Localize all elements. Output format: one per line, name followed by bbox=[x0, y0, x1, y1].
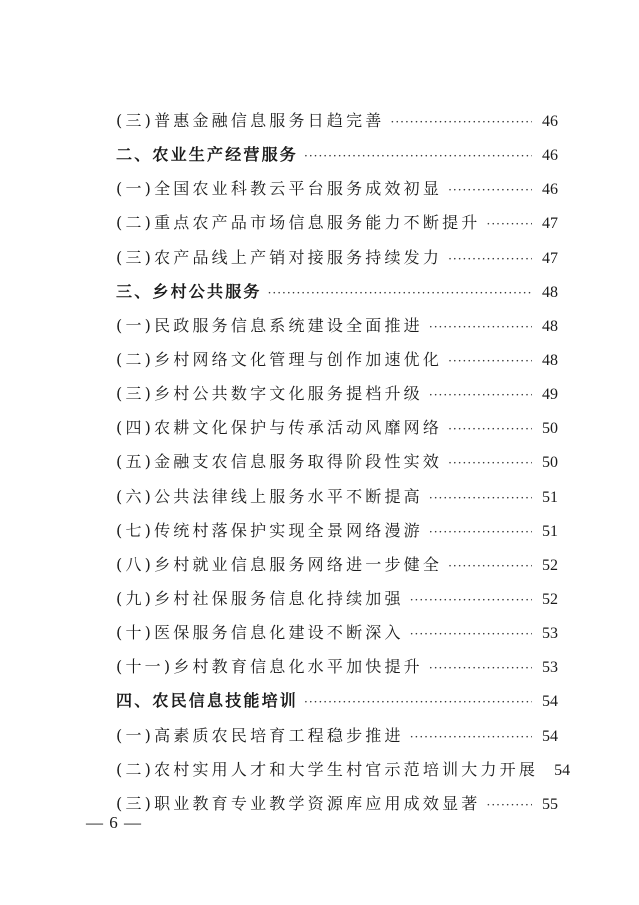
toc-entry-page: 47 bbox=[542, 215, 558, 233]
dot-leader bbox=[487, 788, 533, 822]
dot-leader bbox=[304, 685, 532, 719]
toc-entry-page: 48 bbox=[542, 351, 558, 369]
toc-entry[interactable] bbox=[116, 787, 558, 821]
toc-entry-title: (六)公共法律线上服务水平不断提高 bbox=[116, 486, 423, 506]
toc-entry-title: (二)农村实用人才和大学生村官示范培训大力开展 bbox=[116, 759, 539, 779]
toc-entry-page: 48 bbox=[542, 317, 558, 335]
toc-entry-title: (十)医保服务信息化建设不断深入 bbox=[116, 623, 404, 643]
toc-entry-page: 54 bbox=[554, 761, 571, 779]
toc-entry-title: (一)全国农业科教云平台服务成效初显 bbox=[116, 179, 443, 199]
toc-entry-title: (三)职业教育专业教学资源库应用成效显著 bbox=[116, 793, 481, 813]
toc-entry[interactable] bbox=[116, 445, 558, 479]
dot-leader bbox=[448, 412, 532, 446]
toc-section-heading[interactable] bbox=[116, 684, 558, 718]
toc-entry-page: 51 bbox=[542, 522, 558, 540]
toc-entry-page: 50 bbox=[542, 420, 558, 438]
dot-leader bbox=[410, 617, 532, 651]
toc-entry-page: 46 bbox=[542, 113, 558, 130]
toc-entry-page: 54 bbox=[542, 693, 558, 711]
dot-leader bbox=[429, 310, 532, 344]
toc-entry-page: 47 bbox=[542, 249, 558, 267]
toc-entry-title: (三)乡村公共数字文化服务提档升级 bbox=[116, 384, 423, 404]
toc-entry-title: (七)传统村落保护实现全景网络漫游 bbox=[116, 520, 423, 540]
dot-leader bbox=[448, 549, 532, 583]
dot-leader bbox=[429, 651, 532, 685]
toc-entry[interactable] bbox=[116, 616, 558, 650]
toc-entry-title: (一)民政服务信息系统建设全面推进 bbox=[116, 315, 423, 335]
toc-entry[interactable] bbox=[116, 343, 558, 377]
toc-entry[interactable] bbox=[116, 719, 558, 753]
toc-entry-page: 48 bbox=[542, 283, 558, 301]
toc-entry-title: (二)乡村网络文化管理与创作加速优化 bbox=[116, 349, 443, 369]
toc-section-heading[interactable] bbox=[116, 138, 558, 172]
dot-leader bbox=[391, 105, 533, 139]
dot-leader bbox=[429, 481, 532, 515]
toc-entry-page: 51 bbox=[542, 488, 558, 506]
toc-entry-title: (四)农耕文化保护与传承活动风靡网络 bbox=[116, 418, 443, 438]
toc-entry-title: (十一)乡村教育信息化水平加快提升 bbox=[116, 657, 423, 677]
toc-entry-title: 二、农业生产经营服务 bbox=[116, 145, 299, 165]
toc-entry-page: 46 bbox=[542, 147, 558, 165]
dot-leader bbox=[448, 242, 532, 276]
page-footer-number: — 6 — bbox=[86, 813, 142, 832]
dot-leader bbox=[304, 139, 532, 173]
toc-entry-page: 52 bbox=[542, 556, 558, 574]
toc-entry-title: (九)乡村社保服务信息化持续加强 bbox=[116, 588, 404, 608]
toc-entry-title: (二)重点农产品市场信息服务能力不断提升 bbox=[116, 213, 481, 233]
dot-leader bbox=[448, 446, 532, 480]
toc-entry[interactable] bbox=[116, 753, 571, 787]
toc-entry-page: 53 bbox=[542, 659, 558, 677]
toc-entry-title: (一)高素质农民培育工程稳步推进 bbox=[116, 725, 404, 745]
toc-entry[interactable] bbox=[116, 172, 558, 206]
toc-entry-title: 四、农民信息技能培训 bbox=[116, 691, 299, 711]
toc-entry-page: 50 bbox=[542, 454, 558, 472]
toc-entry[interactable] bbox=[116, 206, 558, 240]
toc-entry[interactable] bbox=[116, 377, 558, 411]
dot-leader bbox=[487, 207, 533, 241]
dot-leader bbox=[410, 583, 532, 617]
toc-entry-title: 三、乡村公共服务 bbox=[116, 281, 262, 301]
dot-leader bbox=[429, 378, 532, 412]
toc-entry-page: 49 bbox=[542, 386, 558, 404]
toc-entry-title: (三)普惠金融信息服务日趋完善 bbox=[116, 111, 385, 130]
toc-entry[interactable] bbox=[116, 650, 558, 684]
dot-leader bbox=[410, 720, 532, 754]
toc-entry[interactable] bbox=[116, 514, 558, 548]
dot-leader bbox=[268, 276, 532, 310]
toc-entry[interactable] bbox=[116, 309, 558, 343]
toc-entry[interactable] bbox=[116, 104, 558, 138]
dot-leader bbox=[448, 173, 532, 207]
toc-entry[interactable] bbox=[116, 411, 558, 445]
toc-entry[interactable] bbox=[116, 241, 558, 275]
toc-section-heading[interactable] bbox=[116, 275, 558, 309]
toc-entry-page: 54 bbox=[542, 727, 558, 745]
toc-entry-page: 52 bbox=[542, 590, 558, 608]
dot-leader bbox=[448, 344, 532, 378]
toc-entry-title: (五)金融支农信息服务取得阶段性实效 bbox=[116, 452, 443, 472]
toc-entry[interactable] bbox=[116, 480, 558, 514]
toc-entry-page: 46 bbox=[542, 181, 558, 199]
table-of-contents bbox=[116, 104, 571, 821]
toc-entry[interactable] bbox=[116, 548, 558, 582]
toc-entry-title: (八)乡村就业信息服务网络进一步健全 bbox=[116, 554, 443, 574]
toc-entry-title: (三)农产品线上产销对接服务持续发力 bbox=[116, 247, 443, 267]
toc-entry-page: 53 bbox=[542, 625, 558, 643]
toc-entry[interactable] bbox=[116, 582, 558, 616]
toc-entry-page: 55 bbox=[542, 795, 558, 813]
dot-leader bbox=[429, 515, 532, 549]
